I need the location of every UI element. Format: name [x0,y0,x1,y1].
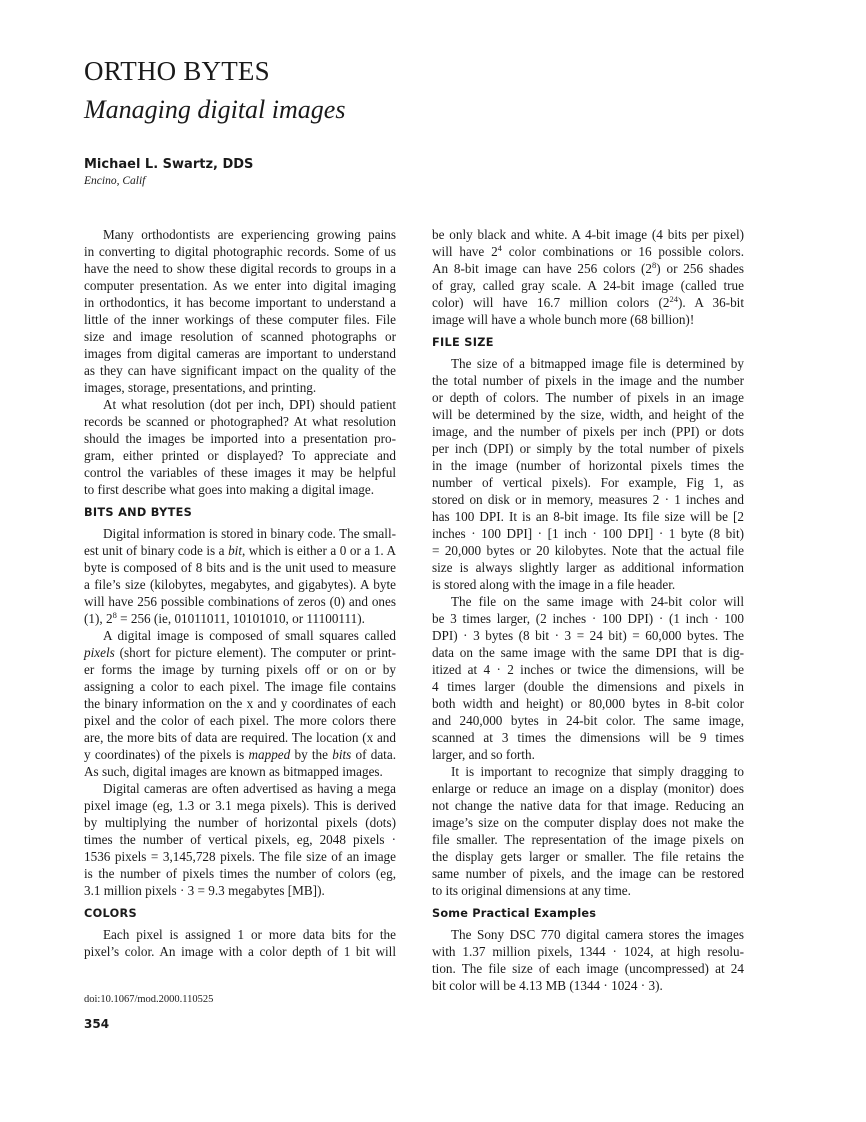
paragraph-sony-example: The Sony DSC 770 digital camera stores the images with 1.37 million pixels, 1344 · 1024, at high resolu- tion. The file size of each image (uncompressed) at 24 bit color will be 4.13 MB (1344 · 1024 · 3). [432,927,744,993]
left-column [84,226,396,960]
paragraph-binary: Digital information is stored in binary code. The small- est unit of binary code is a bit, which is either a 0 or a 1. A byte is composed of 8 bits and is the unit used to measure a file’s size (kilobytes, megabytes, and gigabytes). A byte will have 256 possible combinations of zeros (0) and ones (1), $2^8 = 256$ (ie, 01011011, 10101010, or 11100111). [84,526,397,626]
paragraph-24bit: The file on the same image with 24-bit color will be 3 times larger, (2 inches · 100 DPI) · (1 inch · 100 DPI) · 3 bytes (8 bit · 3 = 24 bit) = 60,000 bytes. The data on the same image with the same DPI that is dig- itized at 4 · 2 inches or twice the dimensions, will be 4 times larger (double the dimensions and pixels in both width and height) or 80,000 bytes in 8-bit color and 240,000 bytes in 24-bit color. The same image, scanned at 3 times the dimensions will be 9 times larger, and so forth. [432,594,744,762]
paragraph-megapixels: Digital cameras are often advertised as having a mega pixel image (eg, 1.3 or 3.1 mega pixels). This is derived by multiplying the number of horizontal pixels (dots) times the number of vertical pixels, eg, 2048 pixels · 1536 pixels = 3,145,728 pixels. The file size of an image is the number of pixels times the number of colors (eg, 3.1 million pixels · 3 = 9.3 megabytes [MB]). [84,781,396,898]
author-name: Michael L. Swartz, DDS [84,157,254,172]
section-heading-colors: COLORS [84,907,137,920]
paragraph-pixels: A digital image is composed of small squares called pixels (short for picture element). The computer or print- er forms the image by turning pixels off or on or by assigning a color to each pixel. The image file contains the binary information on the x and y coordinates of each pixel and the color of each pixel. The more colors there are, the more bits of data are required. The location (x and y coordinates) of the pixels is mapped by the bits of data. As such, digital images are known as bitmapped images. [84,628,396,779]
page-number: 354 [84,1017,110,1031]
article-title: Managing digital images [84,95,346,124]
section-heading-file-size: FILE SIZE [432,336,494,349]
paragraph-resolution: At what resolution (dot per inch, DPI) should patient records be scanned or photographed? At what resolution should the images be imported into a presentation pro- gram, either printed or displayed? To appreciate and control the variables of these images it may be helpful to first describe what goes into making a digital image. [84,397,396,497]
right-column [432,226,744,994]
paragraph-colors-continued: be only black and white. A 4-bit image (4 bits per pixel) will have $2^4$ color combinations or 16 possible colors. An 8-bit image can have 256 colors $(2^8)$ or 256 shades of gray, called gray scale. A 24-bit image (called true color) will have 16.7 million colors $(2^{24})$. A 36-bit image will have a whole bunch more (68 billion)! [432,227,744,327]
section-heading-bits-and-bytes: BITS AND BYTES [84,506,193,519]
section-heading-practical-examples: Some Practical Examples [432,907,597,920]
paragraph-display-scaling: It is important to recognize that simply dragging to enlarge or reduce an image on a display (monitor) does not change the native data for that image. Reducing an image’s size on the computer display does not make the file smaller. The representation of the image pixels on the display gets larger or smaller. The file retains the same number of pixels, and the image can be restored to its original dimensions at any time. [432,764,744,898]
journal-section-title: ORTHO BYTES [84,56,270,86]
paragraph-colors-start: Each pixel is assigned 1 or more data bits for the pixel’s color. An image with a color depth of 1 bit will [84,927,396,959]
author-affiliation: Encino, Calif [84,175,146,187]
paragraph-file-size: The size of a bitmapped image file is determined by the total number of pixels in the image and the number or depth of colors. The number of pixels in an image will be determined by the size, width, and height of the image, and the number of pixels per inch (PPI) or dots per inch (DPI) or simply by the total number of pixels in the image (number of horizontal pixels times the number of vertical pixels). For example, Fig 1, as stored on disk or in memory, measures 2 · 1 inches and has 100 DPI. It is an 8-bit image. Its file size will be [2 inches · 100 DPI] · [1 inch · 100 DPI] · 1 byte (8 bit) = 20,000 bytes or 20 kilobytes. Note that the actual file size is always slightly larger as additional information is stored along with the image in a file header. [432,356,744,592]
doi-reference: doi:10.1067/mod.2000.110525 [84,994,214,1005]
paragraph-intro: Many orthodontists are experiencing growing pains in converting to digital photographic records. Some of us have the need to show these digital records to groups in a computer presentation. As we enter into digital imaging in orthodontics, it has become important to understand a little of the inner workings of these computer files. File size and image resolution of scanned photographs or images from digital cameras are important to understand as they can have significant impact on the quality of the images, storage, presentations, and printing. [84,227,396,395]
